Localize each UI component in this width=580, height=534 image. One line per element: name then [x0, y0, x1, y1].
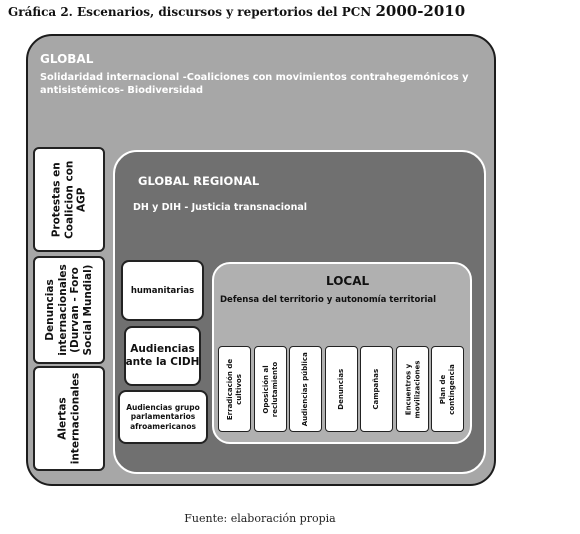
- alertas-label: Alertas internacionales: [56, 372, 81, 465]
- local-column-audiencias: [289, 346, 322, 432]
- audiencias-cidh-box: Audiencias ante la CIDH: [124, 326, 201, 386]
- denuncias-internacionales-label: Denuncias internacionales (Durvan - Foro Social Mundial): [44, 264, 94, 356]
- source-note: Fuente: elaboración propia: [184, 512, 336, 525]
- local-column-plan: [431, 346, 464, 432]
- local-column-label: Campañas: [372, 368, 381, 410]
- global-regional-description: DH y DIH - Justicia transnacional: [133, 202, 308, 213]
- global-title: GLOBAL: [40, 52, 94, 66]
- audiencias-grupo-box: Audiencias grupo parlamentarios afroamericanos: [118, 390, 208, 444]
- protestas-label: Protestas en Coalicion con AGP: [50, 160, 88, 239]
- local-column-denuncias: [325, 346, 358, 432]
- local-column-encuentros: [396, 346, 429, 432]
- local-column-label: Erradicación de cultivos: [226, 358, 243, 420]
- local-column-label: Denuncias: [337, 368, 346, 410]
- denuncias-internacionales-box: [33, 256, 105, 364]
- local-column-erradicacion: [218, 346, 251, 432]
- local-column-label: Encuentros y movilizaciones: [404, 360, 421, 418]
- protestas-box: [33, 147, 105, 252]
- humanitarias-box: humanitarias: [121, 260, 204, 321]
- figure-title: [8, 2, 573, 22]
- global-description: Solidaridad internacional -Coaliciones con movimientos contrahegemónicos y antisistémicos- Biodiversidad: [40, 72, 469, 96]
- local-description: Defensa del territorio y autonomía territorial: [220, 295, 437, 305]
- local-column-campanas: [360, 346, 393, 432]
- figure-title-years: 2000-2010: [375, 2, 466, 20]
- figure-title-text: Gráfica 2. Escenarios, discursos y repertorios del PCN: [8, 5, 372, 19]
- global-regional-title: GLOBAL REGIONAL: [138, 174, 260, 188]
- local-column-label: Plan de contingencia: [439, 363, 456, 415]
- local-title: LOCAL: [326, 274, 370, 288]
- local-column-oposicion: [254, 346, 287, 432]
- local-column-label: Audiencias pública: [301, 351, 310, 427]
- alertas-box: [33, 366, 105, 471]
- local-column-label: Oposición al reclutamiento: [262, 361, 279, 417]
